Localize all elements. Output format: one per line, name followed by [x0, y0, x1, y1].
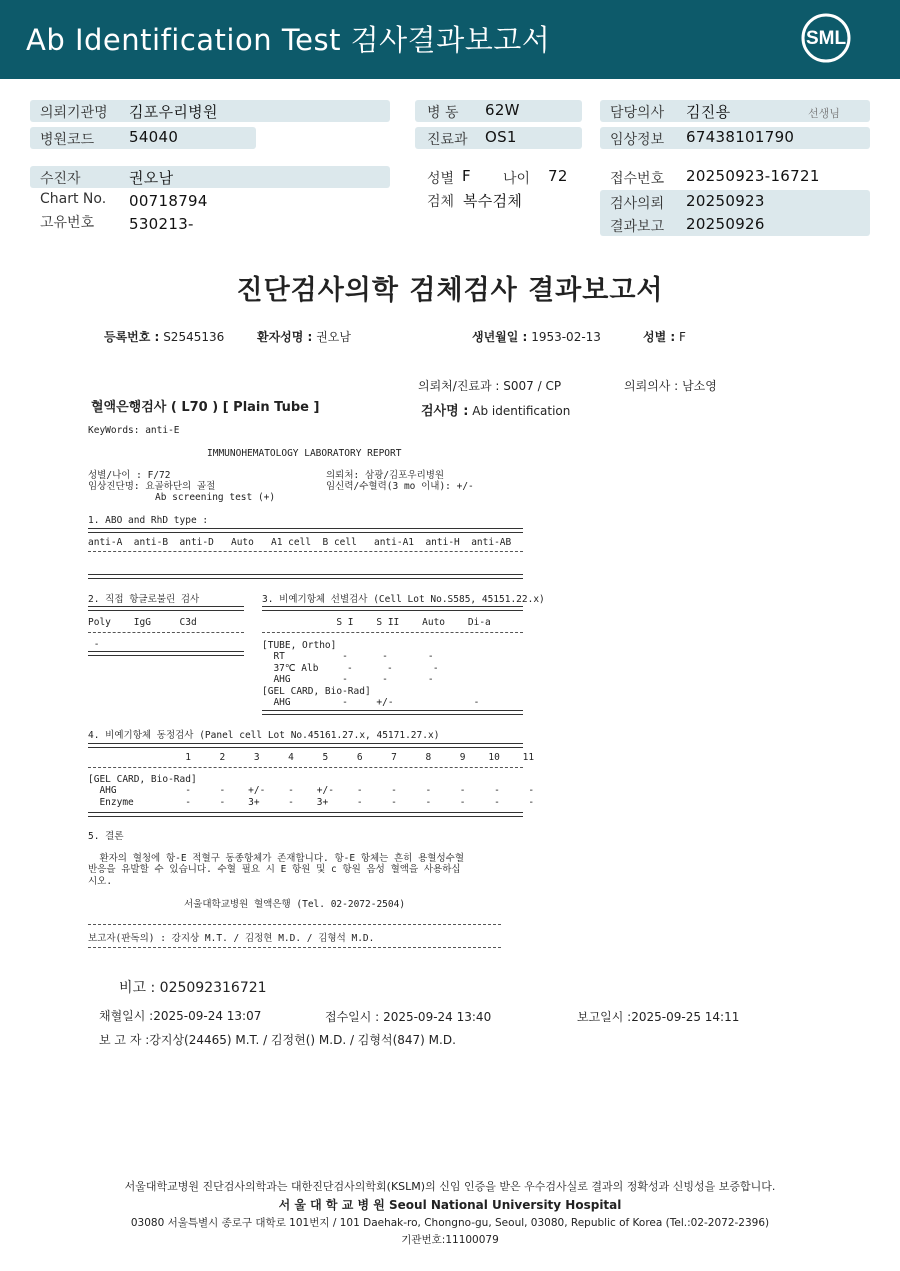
footer-address: 03080 서울특별시 종로구 대학로 101번지 / 101 Daehak-ro, Chongno-gu, Seoul, 03080, Republic of Korea (Tel.:02-2072-2396) — [130, 1217, 770, 1229]
sec1-rule-top — [88, 528, 523, 533]
sec5-title: 5. 결론 — [88, 831, 124, 842]
sex-hdr-label: 성별 : — [643, 330, 676, 344]
pregnancy-line: 임신력/수혈력(3 mo 이내): +/- — [326, 481, 474, 492]
remark-value: 025092316721 — [159, 980, 267, 996]
screening-line: Ab screening test (+) — [155, 492, 276, 503]
sec4-header: 1 2 3 4 5 6 7 8 9 10 11 — [88, 752, 535, 763]
clinical-value: 67438101790 — [686, 128, 795, 146]
specimen-value: 복수검체 — [463, 192, 523, 210]
doctor-suffix: 선생님 — [808, 107, 840, 120]
sec4-rule-top — [88, 743, 523, 748]
reporter-label: 보 고 자 : — [99, 1033, 150, 1047]
sec2-rule-mid — [88, 632, 244, 633]
blood-bank-line: 서울대학교병원 혈액은행 (Tel. 02-2072-2504) — [184, 899, 406, 910]
chart-label: Chart No. — [40, 191, 107, 207]
sec1-header: anti-A anti-B anti-D Auto A1 cell B cell anti-A1 anti-H anti-AB — [88, 537, 512, 548]
ref-doc-value: 남소영 — [682, 379, 717, 393]
reporter-value: 강지상(24465) M.T. / 김정현() M.D. / 김형석(847) M.D. — [149, 1033, 456, 1047]
unique-label: 고유번호 — [40, 215, 95, 231]
draw-value: 2025-09-24 13:07 — [153, 1009, 262, 1023]
test-group: 혈액은행검사 ( L70 ) [ Plain Tube ] — [91, 400, 320, 415]
remark-label: 비고 : — [119, 980, 156, 996]
test-name-label: 검사명 : — [421, 404, 469, 419]
sec3-rule-mid — [262, 632, 523, 633]
dept-label: 진료과 — [427, 132, 468, 148]
report-date-value: 20250926 — [686, 215, 765, 233]
reg-value: S2545136 — [163, 330, 225, 344]
name-value: 권오남 — [316, 330, 351, 344]
sex-hdr-value: F — [679, 330, 686, 344]
sml-logo-icon — [800, 12, 852, 64]
unique-value: 530213- — [129, 215, 194, 233]
sec4-rule-bottom — [88, 812, 523, 817]
dob-value: 1953-02-13 — [531, 330, 601, 344]
report-time-label: 보고일시 : — [577, 1010, 632, 1024]
footer-hospital-name: 서 울 대 학 교 병 원 Seoul National University Hospital — [278, 1198, 622, 1212]
sec1-title: 1. ABO and RhD type : — [88, 515, 209, 526]
test-name-value: Ab identification — [472, 404, 571, 418]
recv-value: 2025-09-24 13:40 — [383, 1010, 492, 1024]
report-time-value: 2025-09-25 14:11 — [631, 1010, 740, 1024]
keywords: KeyWords: anti-E — [88, 425, 180, 436]
receipt-value: 20250923-16721 — [686, 167, 820, 185]
age-label: 나이 — [503, 171, 531, 187]
footer-certification: 서울대학교병원 진단검사의학과는 대한진단검사의학회(KSLM)의 신임 인증을 받은 우수검사실로 결과의 정확성과 신빙성을 보증합니다. — [124, 1180, 776, 1193]
request-org-label: 의뢰기관명 — [40, 105, 108, 121]
banner-title: Ab Identification Test 검사결과보고서 — [26, 23, 551, 57]
patient-value: 권오남 — [129, 169, 174, 187]
sec3-rule-top — [262, 606, 523, 611]
sex-age-line: 성별/나이 : F/72 — [88, 470, 171, 481]
name-label: 환자성명 : — [257, 330, 313, 344]
hospital-code-value: 54040 — [129, 128, 179, 146]
sec3-rule-bottom — [262, 710, 523, 715]
doctor-label: 담당의사 — [610, 105, 665, 121]
sex-label: 성별 — [427, 171, 455, 187]
doctor-value: 김진용 — [686, 103, 731, 121]
sec2-title: 2. 직접 항글로불린 검사 — [88, 594, 200, 605]
sex-value: F — [462, 167, 471, 185]
sec2-header: Poly IgG C3d — [88, 617, 197, 628]
ref-doc-label: 의뢰의사 : — [624, 379, 679, 393]
clinical-label: 임상정보 — [610, 132, 665, 148]
recv-label: 접수일시 : — [325, 1010, 380, 1024]
request-org-value: 김포우리병원 — [129, 103, 218, 121]
report-date-label: 결과보고 — [610, 219, 665, 235]
sec2-value: - — [88, 639, 100, 650]
report-title: 진단검사의학 검체검사 결과보고서 — [236, 275, 664, 306]
sec1-rule-mid — [88, 551, 523, 552]
patient-bar — [30, 166, 390, 188]
logo-text: SML — [805, 28, 847, 49]
ref-value: S007 / CP — [503, 379, 562, 393]
patient-label: 수진자 — [40, 171, 81, 187]
ward-label: 병 동 — [427, 105, 459, 121]
diagnosis-line: 임상진단명: 요골하단의 골절 — [88, 481, 216, 492]
sec5-conclusion: 환자의 혈청에 항-E 적혈구 동종항체가 존재합니다. 항-E 항체는 흔히 용혈성수혈 반응을 유발할 수 있습니다. 수혈 필요 시 E 항원 및 c 항원 음성 혈액을 사용하십 시오. — [88, 853, 464, 887]
footer-institution-number: 기관번호:11100079 — [401, 1234, 499, 1246]
req-date-label: 검사의뢰 — [610, 196, 665, 212]
sec4-title: 4. 비예기항체 동정검사 (Panel cell Lot No.45161.27.x, 45171.27.x) — [88, 730, 440, 741]
reporter-rule-bottom — [88, 947, 501, 948]
ward-value: 62W — [485, 101, 520, 119]
sec3-title: 3. 비예기항체 선별검사 (Cell Lot No.S585, 45151.22.x) — [262, 594, 545, 605]
req-date-value: 20250923 — [686, 192, 765, 210]
specimen-label: 검체 — [427, 194, 455, 210]
sec3-rows: [TUBE, Ortho] RT - - - 37℃ Alb - - - AHG - - - [GEL CARD, Bio-Rad] AHG - +/- - — [262, 640, 480, 709]
sec2-rule-top — [88, 606, 244, 611]
referrer-line: 의뢰처: 삼광/김포우리병원 — [326, 470, 445, 481]
reg-label: 등록번호 : — [104, 330, 160, 344]
draw-label: 채혈일시 : — [99, 1009, 154, 1023]
age-value: 72 — [548, 167, 568, 185]
ref-label: 의뢰처/진료과 : — [418, 379, 500, 393]
receipt-label: 접수번호 — [610, 171, 665, 187]
lab-reporter-line: 보고자(판독의) : 강지상 M.T. / 김정현 M.D. / 김형석 M.D. — [88, 933, 375, 944]
sec2-rule-bottom — [88, 651, 244, 656]
sec4-rule-mid — [88, 767, 523, 768]
chart-value: 00718794 — [129, 192, 208, 210]
dob-label: 생년월일 : — [472, 330, 528, 344]
sec4-rows: [GEL CARD, Bio-Rad] AHG - - +/- - +/- - - - - - - Enzyme - - 3+ - 3+ - - - - - - — [88, 774, 535, 808]
dept-value: OS1 — [485, 128, 517, 146]
hospital-code-label: 병원코드 — [40, 132, 95, 148]
report-banner — [0, 0, 900, 79]
lab-report-title: IMMUNOHEMATOLOGY LABORATORY REPORT — [207, 448, 402, 459]
sec1-rule-bottom — [88, 574, 523, 579]
reporter-rule-top — [88, 924, 501, 925]
sec3-header: S I S II Auto Di-a — [262, 617, 491, 628]
